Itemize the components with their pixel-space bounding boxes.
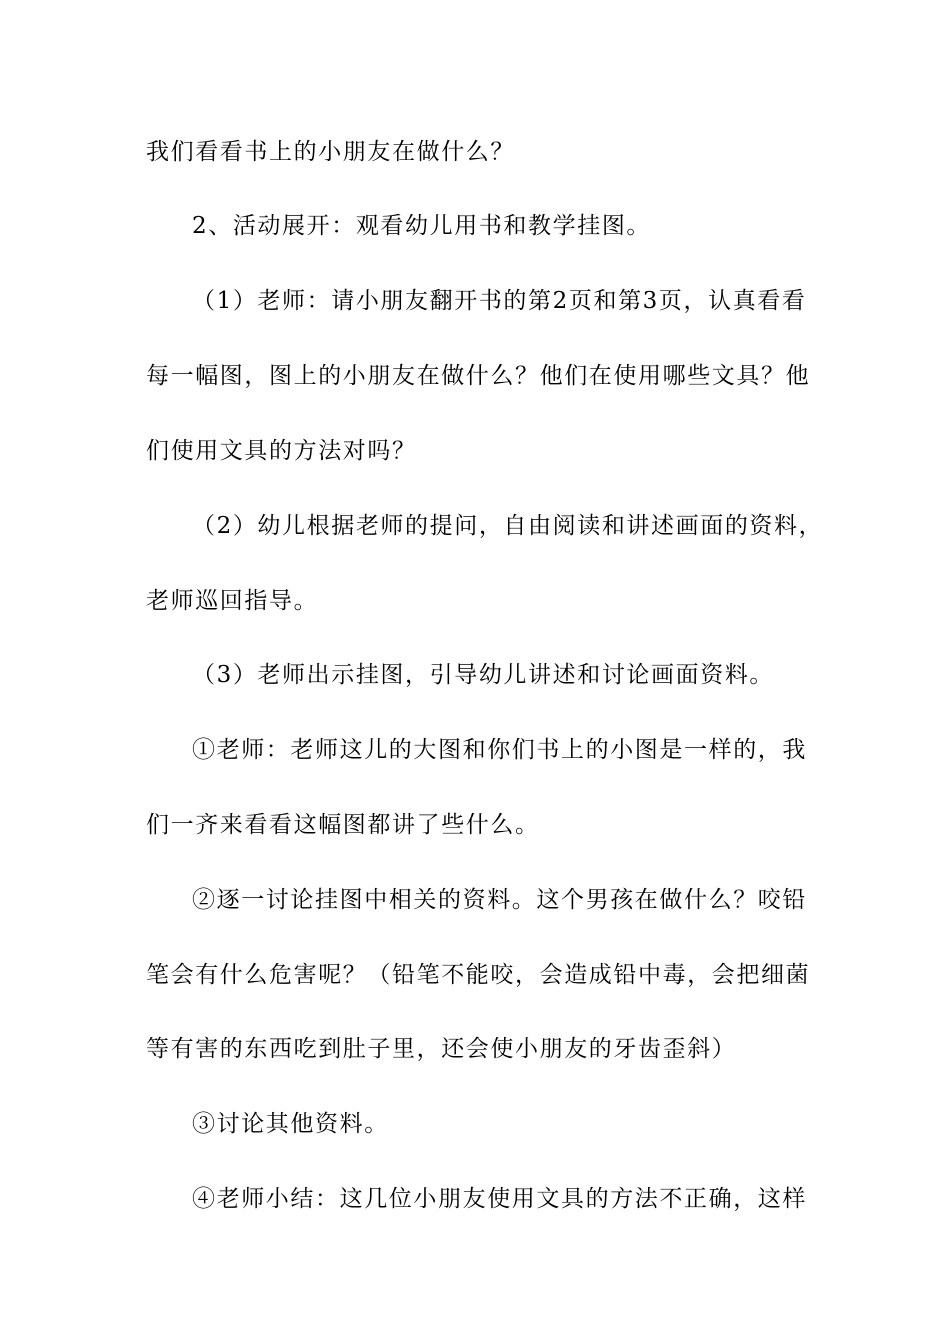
paragraph-line: ④老师小结：这几位小朋友使用文具的方法不正确，这样 xyxy=(192,1186,807,1212)
paragraph-line: 们一齐来看看这幅图都讲了些什么。 xyxy=(146,812,540,838)
paragraph-line: （3）老师出示挂图，引导幼儿讲述和讨论画面资料。 xyxy=(192,662,775,688)
paragraph-line: 们使用文具的方法对吗？ xyxy=(146,438,417,464)
paragraph-line: 每一幅图，图上的小朋友在做什么？他们在使用哪些文具？他 xyxy=(146,363,811,389)
paragraph-line: （2）幼儿根据老师的提问，自由阅读和讲述画面的资料， xyxy=(192,513,824,539)
paragraph-line: （1）老师：请小朋友翻开书的第2页和第3页，认真看看 xyxy=(192,288,807,314)
paragraph-line: 2、活动展开：观看幼儿用书和教学挂图。 xyxy=(192,213,652,239)
paragraph-line: 等有害的东西吃到肚子里，还会使小朋友的牙齿歪斜） xyxy=(146,1036,737,1062)
paragraph-line: 我们看看书上的小朋友在做什么？ xyxy=(146,139,515,165)
paragraph-line: ③讨论其他资料。 xyxy=(192,1111,389,1137)
paragraph-line: 笔会有什么危害呢？（铅笔不能咬，会造成铅中毒，会把细菌 xyxy=(146,962,811,988)
paragraph-line: 老师巡回指导。 xyxy=(146,588,319,614)
paragraph-line: ①老师：老师这儿的大图和你们书上的小图是一样的，我 xyxy=(192,737,807,763)
paragraph-line: ②逐一讨论挂图中相关的资料。这个男孩在做什么？咬铅 xyxy=(192,887,807,913)
